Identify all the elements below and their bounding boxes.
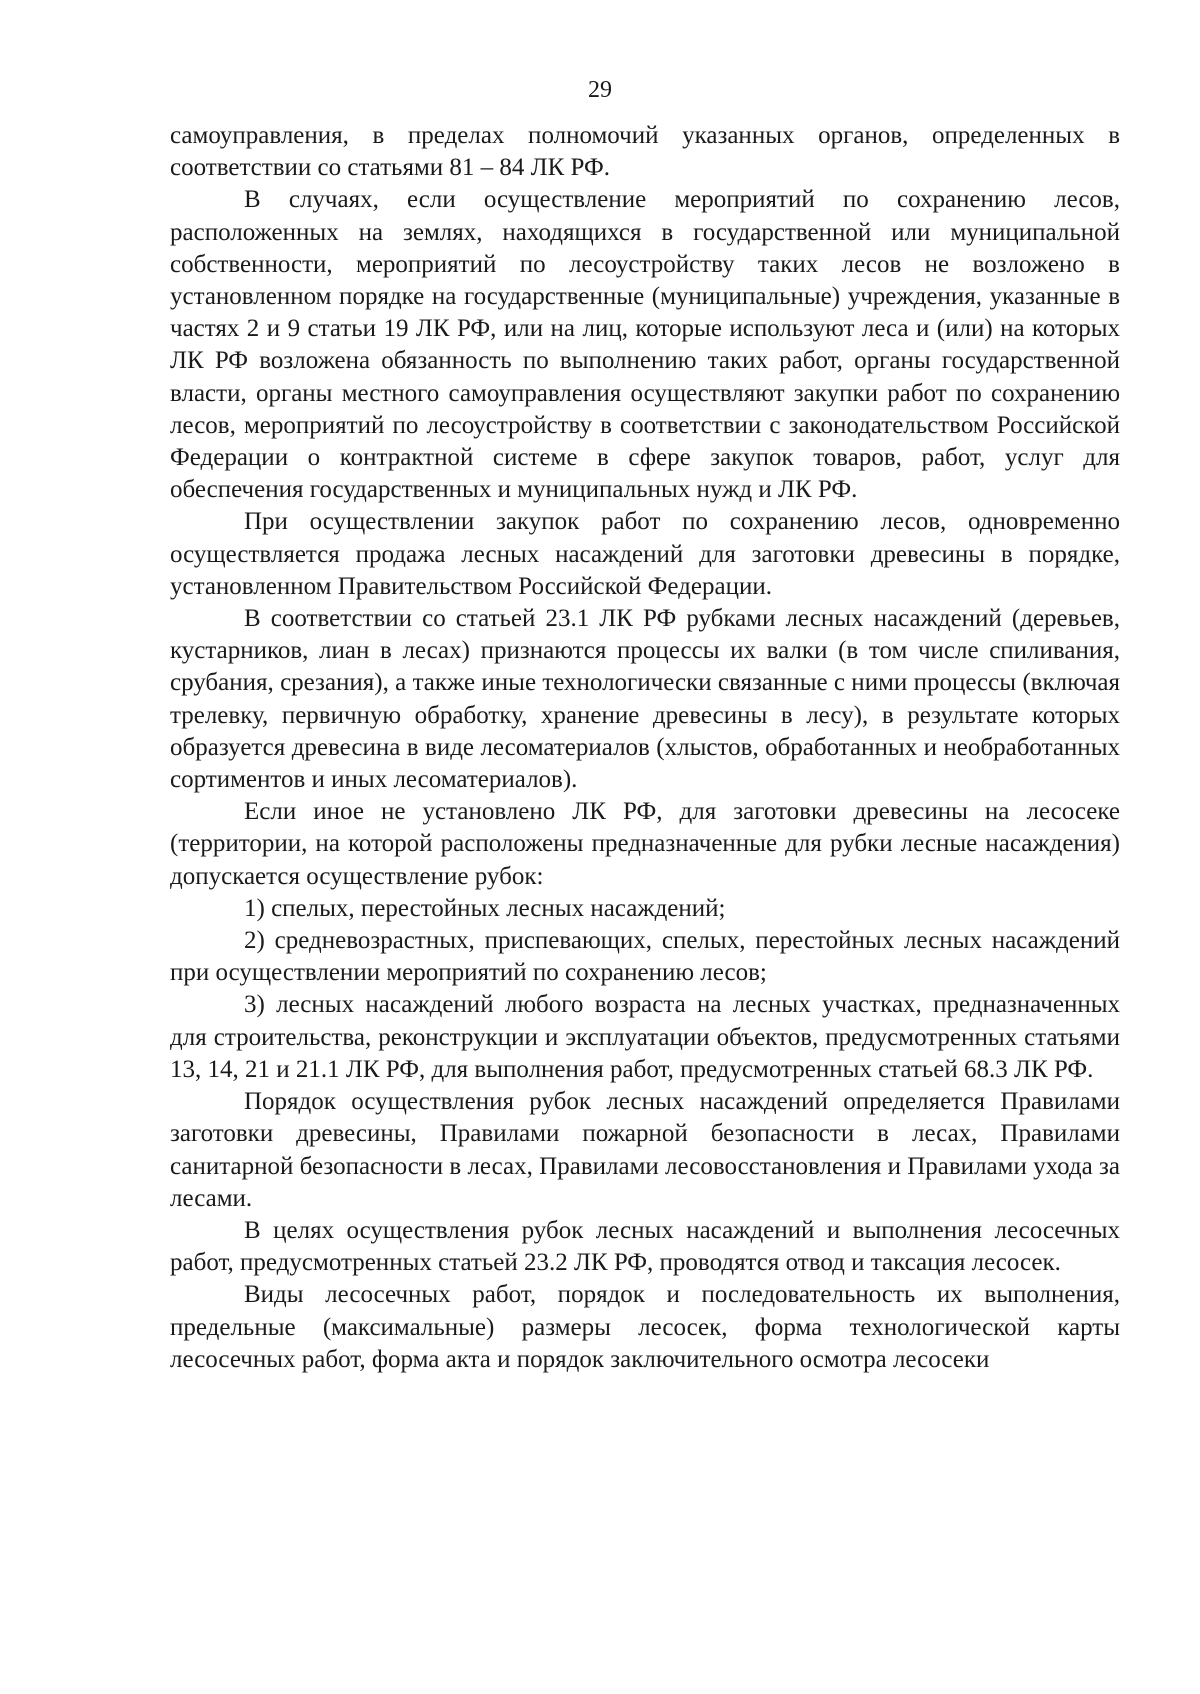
paragraph-allotment-taxation: В целях осуществления рубок лесных насаждений и выполнения лесосечных работ, предусмотренных статьей 23.2 ЛК РФ, проводятся отвод и таксация лесосек. bbox=[170, 1216, 1120, 1277]
list-item-2: 2) средневозрастных, приспевающих, спелых, перестойных лесных насаждений при осуществлении мероприятий по сохранению лесов; bbox=[170, 927, 1120, 987]
paragraph-felling-rules: Порядок осуществления рубок лесных насаждений определяется Правилами заготовки древесины, Правилами пожарной безопасности в лесах, Правилами санитарной безопасности в лесах, Правилами лесовосстановления и Правилами ухода за лесами. bbox=[170, 1088, 1120, 1212]
paragraph-continuation: самоуправления, в пределах полномочий указанных органов, определенных в соответствии со статьями 81 – 84 ЛК РФ. bbox=[170, 122, 1120, 182]
list-item-3: 3) лесных насаждений любого возраста на лесных участках, предназначенных для строительства, реконструкции и эксплуатации объектов, предусмотренных статьями 13, 14, 21 и 21.1 ЛК РФ, для выполнения работ, предусмотренных статьей 68.3 ЛК РФ. bbox=[170, 991, 1120, 1083]
paragraph-timber-sale: При осуществлении закупок работ по сохранению лесов, одновременно осуществляется продажа лесных насаждений для заготовки древесины в порядке, установленном Правительством Российской Федерации. bbox=[170, 508, 1120, 600]
paragraph-felling-definition: В соответствии со статьей 23.1 ЛК РФ рубками лесных насаждений (деревьев, кустарников, лиан в лесах) признаются процессы их валки (в том числе спиливания, срубания, срезания), а также иные технологически связанные с ними процессы (включая трелевку, первичную обработку, хранение древесины в лесу), в результате которых образуется древесина в виде лесоматериалов (хлыстов, обработанных и необработанных сортиментов и иных лесоматериалов). bbox=[170, 605, 1120, 794]
paragraph-logging-works: Виды лесосечных работ, порядок и последовательность их выполнения, предельные (максимальные) размеры лесосек, форма технологической карты лесосечных работ, форма акта и порядок заключительного осмотра лесосеки bbox=[170, 1281, 1120, 1373]
paragraph-permitted-felling: Если иное не установлено ЛК РФ, для заготовки древесины на лесосеке (территории, на которой расположены предназначенные для рубки лесные насаждения) допускается осуществление рубок: bbox=[170, 798, 1120, 890]
document-body bbox=[170, 120, 1120, 1376]
page-number: 29 bbox=[588, 77, 612, 103]
paragraph-procurement-cases: В случаях, если осуществление мероприятий по сохранению лесов, расположенных на землях, находящихся в государственной или муниципальной собственности, мероприятий по лесоустройству таких лесов не возложено в установленном порядке на государственные (муниципальные) учреждения, указанные в частях 2 и 9 статьи 19 ЛК РФ, или на лиц, которые используют леса и (или) на которых ЛК РФ возложена обязанность по выполнению таких работ, органы государственной власти, органы местного самоуправления осуществляют закупки работ по сохранению лесов, мероприятий по лесоустройству в соответствии с законодательством Российской Федерации о контрактной системе в сфере закупок товаров, работ, услуг для обеспечения государственных и муниципальных нужд и ЛК РФ. bbox=[170, 186, 1120, 504]
list-item-1: 1) спелых, перестойных лесных насаждений; bbox=[244, 894, 726, 922]
